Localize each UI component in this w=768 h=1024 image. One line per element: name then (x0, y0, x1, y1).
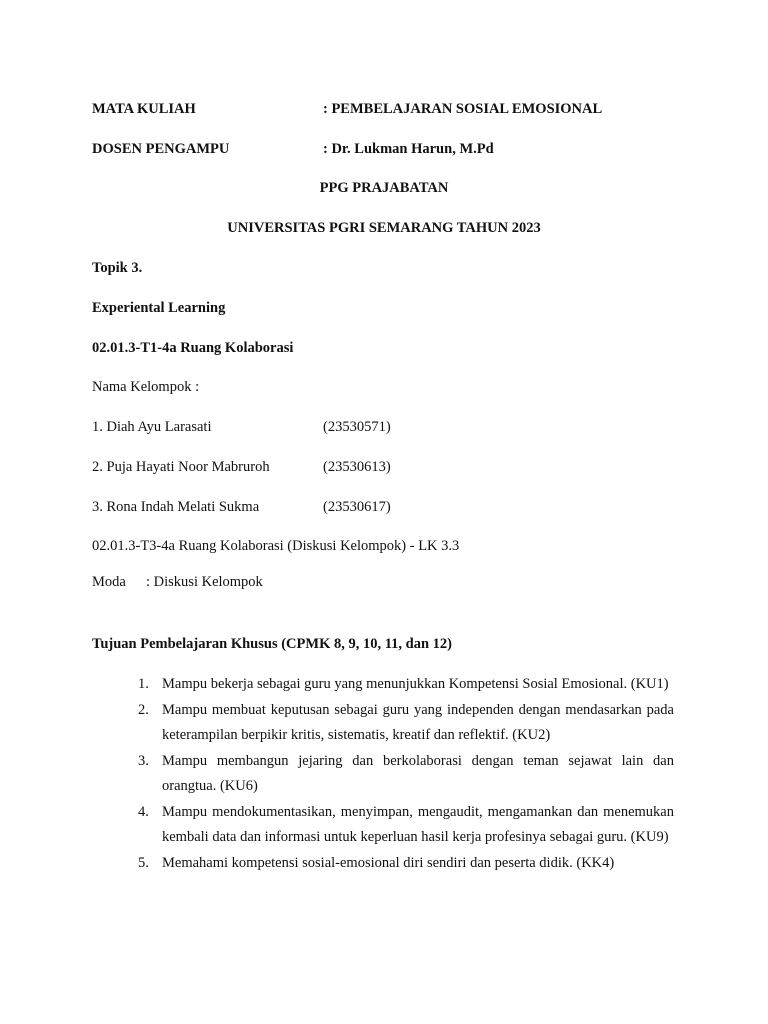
list-item-text: Mampu bekerja sebagai guru yang menunjukkan Kompetensi Sosial Emosional. (KU1) (162, 676, 669, 692)
list-item (92, 672, 674, 698)
activity-code: 02.01.3-T1-4a Ruang Kolaborasi (92, 340, 294, 356)
list-item (92, 749, 674, 800)
mode-value: : Diskusi Kelompok (146, 574, 263, 590)
list-item-number: 1. (138, 676, 149, 692)
list-item-text: Mampu membangun jejaring dan berkolaborasi dengan teman sejawat lain dan orangtua. (KU6) (162, 752, 674, 794)
topic-number: Topik 3. (92, 260, 143, 276)
lecturer-value: : Dr. Lukman Harun, M.Pd (323, 141, 494, 157)
member-name: 3. Rona Indah Melati Sukma (92, 499, 260, 515)
objectives-heading: Tujuan Pembelajaran Khusus (CPMK 8, 9, 10, 11, dan 12) (92, 636, 453, 652)
objectives-list (92, 672, 674, 876)
lecturer-label: DOSEN PENGAMPU (92, 141, 230, 157)
topic-title: Experiental Learning (92, 300, 226, 316)
member-id: (23530613) (323, 459, 391, 475)
list-item (92, 800, 674, 851)
list-item-number: 2. (138, 701, 149, 718)
member-id: (23530617) (323, 499, 391, 515)
member-id: (23530571) (323, 419, 391, 435)
list-item-text: Mampu mendokumentasikan, menyimpan, mengaudit, mengamankan dan menemukan kembali data dan informasi untuk keperluan hasil kerja profesinya sebagai guru. (KU9) (162, 803, 674, 845)
course-label: MATA KULIAH (92, 101, 196, 117)
member-name: 2. Puja Hayati Noor Mabruroh (92, 459, 270, 475)
list-item (92, 698, 674, 749)
member-name: 1. Diah Ayu Larasati (92, 419, 212, 435)
course-value: : PEMBELAJARAN SOSIAL EMOSIONAL (323, 101, 603, 117)
list-item (92, 851, 674, 877)
group-label: Nama Kelompok : (92, 379, 200, 395)
mode-label: Moda (92, 574, 126, 590)
list-item-number: 4. (138, 803, 149, 820)
university-title: UNIVERSITAS PGRI SEMARANG TAHUN 2023 (227, 220, 541, 236)
list-item-text: Memahami kompetensi sosial-emosional diri sendiri dan peserta didik. (KK4) (162, 854, 615, 871)
list-item-number: 3. (138, 752, 149, 769)
program-title: PPG PRAJABATAN (319, 180, 449, 196)
list-item-text: Mampu membuat keputusan sebagai guru yang independen dengan mendasarkan pada keterampilan berpikir kritis, sistematis, kreatif dan reflektif. (KU2) (162, 701, 674, 743)
activity-detail: 02.01.3-T3-4a Ruang Kolaborasi (Diskusi Kelompok) - LK 3.3 (92, 538, 460, 554)
list-item-number: 5. (138, 854, 149, 871)
